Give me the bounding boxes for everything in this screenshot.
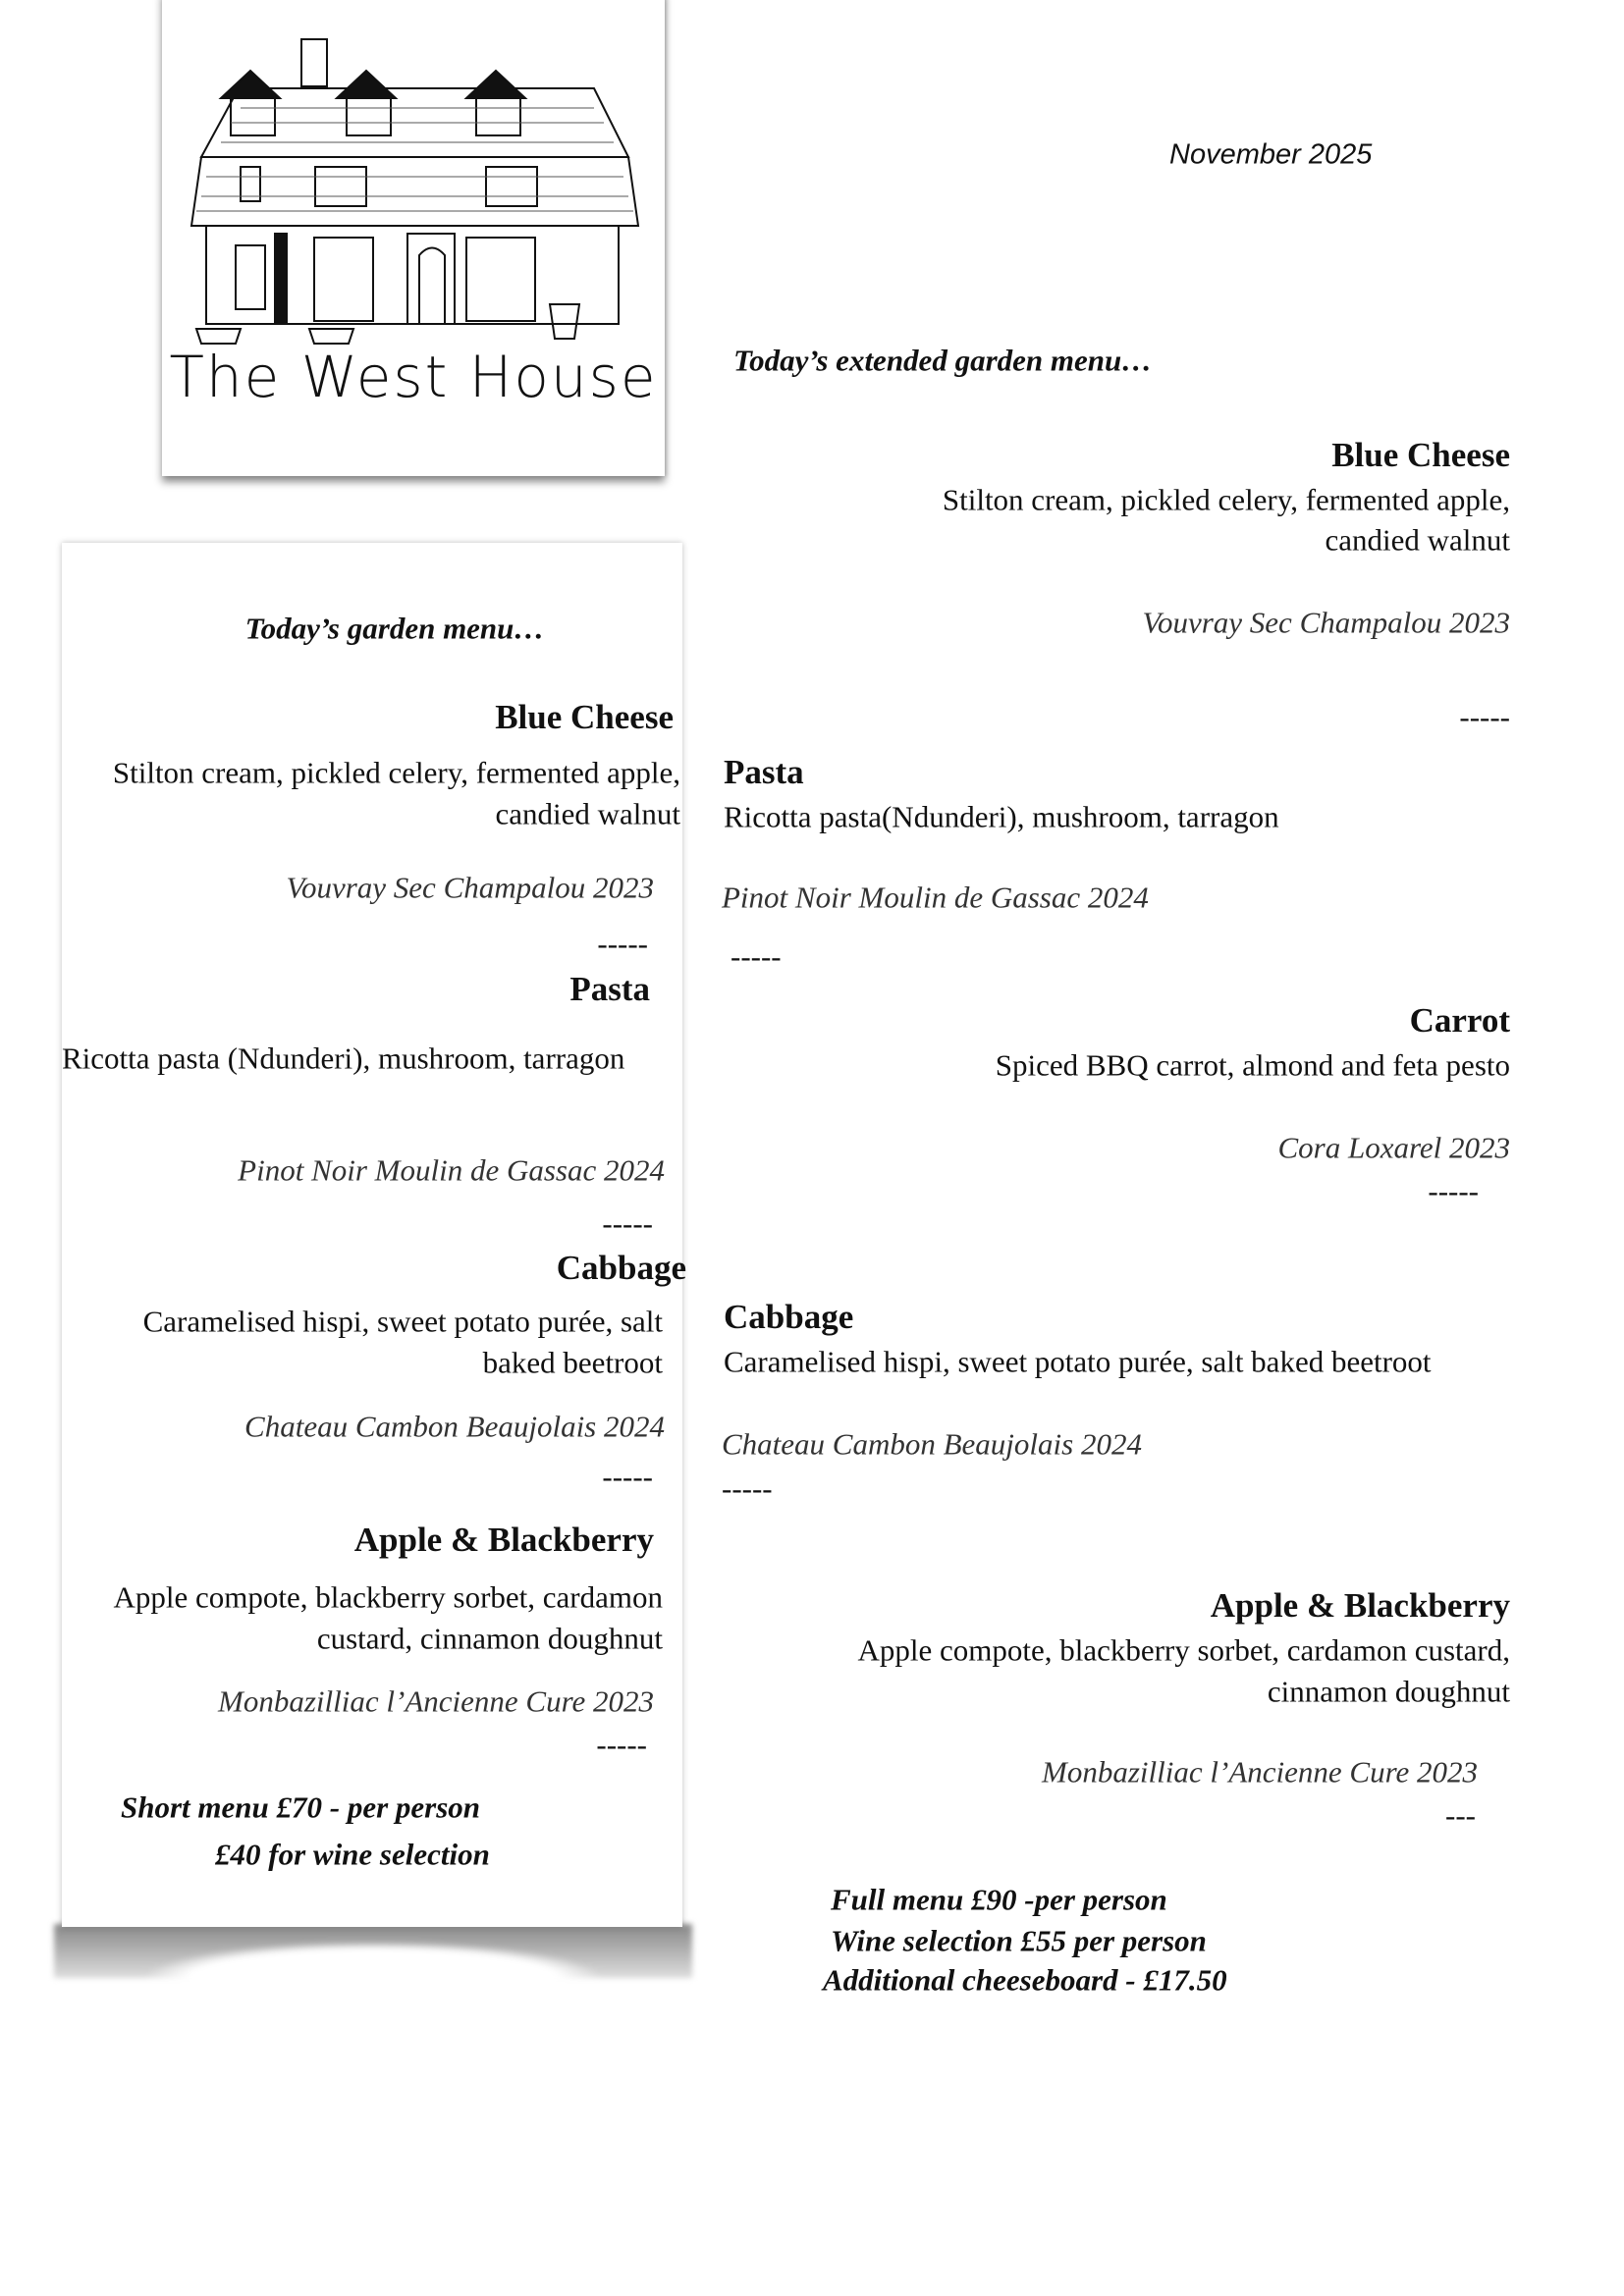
course-name: Cabbage <box>724 1298 854 1336</box>
course-desc: Apple compote, blackberry sorbet, cardamon custard, <box>857 1632 1510 1668</box>
menu-date: November 2025 <box>1169 138 1373 171</box>
wine-pairing: Chateau Cambon Beaujolais 2024 <box>244 1409 665 1444</box>
course-desc: Stilton cream, pickled celery, fermented apple, <box>942 482 1510 517</box>
course-desc: Apple compote, blackberry sorbet, cardamon <box>113 1579 663 1615</box>
logo-card <box>162 0 665 476</box>
full-menu-title: Today’s extended garden menu… <box>733 343 1153 378</box>
separator: --- <box>1445 1797 1476 1833</box>
house-illustration <box>162 10 665 363</box>
wine-pairing: Pinot Noir Moulin de Gassac 2024 <box>722 880 1149 915</box>
course-desc: Caramelised hispi, sweet potato purée, salt baked beetroot <box>724 1344 1432 1379</box>
wine-selection-price: Wine selection £55 per person <box>831 1923 1207 1958</box>
course-name: Pasta <box>569 970 650 1008</box>
wine-pairing: Cora Loxarel 2023 <box>1277 1130 1510 1165</box>
course-name: Carrot <box>1409 1001 1510 1040</box>
separator: ----- <box>1428 1173 1479 1208</box>
course-name: Blue Cheese <box>1331 436 1510 474</box>
course-name: Pasta <box>724 753 804 791</box>
wine-pairing: Monbazilliac l’Ancienne Cure 2023 <box>1042 1754 1478 1789</box>
short-menu-title: Today’s garden menu… <box>244 611 545 646</box>
course-name: Blue Cheese <box>495 698 674 736</box>
separator: ----- <box>596 1727 647 1762</box>
short-menu-price: Short menu £70 - per person <box>121 1789 481 1825</box>
course-desc: candied walnut <box>1325 522 1510 558</box>
separator: ----- <box>1459 699 1510 734</box>
separator: ----- <box>597 926 648 961</box>
course-desc: baked beetroot <box>482 1345 663 1380</box>
short-menu-wine-price: £40 for wine selection <box>215 1837 490 1872</box>
wine-pairing: Chateau Cambon Beaujolais 2024 <box>722 1426 1142 1462</box>
course-name: Apple & Blackberry <box>353 1521 654 1559</box>
course-name: Apple & Blackberry <box>1210 1586 1510 1625</box>
separator: ----- <box>731 938 782 974</box>
wine-pairing: Pinot Noir Moulin de Gassac 2024 <box>238 1152 665 1188</box>
wine-pairing: Vouvray Sec Champalou 2023 <box>286 870 654 905</box>
card-shadow <box>54 1924 692 1978</box>
course-desc: custard, cinnamon doughnut <box>316 1621 663 1656</box>
course-desc: Spiced BBQ carrot, almond and feta pesto <box>995 1047 1510 1083</box>
course-desc: Caramelised hispi, sweet potato purée, salt <box>142 1304 663 1339</box>
separator: ----- <box>602 1205 653 1241</box>
full-menu-price: Full menu £90 -per person <box>831 1882 1167 1917</box>
separator: ----- <box>602 1459 653 1494</box>
separator: ----- <box>722 1470 773 1506</box>
course-desc: Stilton cream, pickled celery, fermented apple, <box>112 755 680 790</box>
logo-wordmark: The West House <box>169 344 658 410</box>
course-name: Cabbage <box>556 1249 686 1287</box>
course-desc: Ricotta pasta (Ndunderi), mushroom, tarragon <box>62 1041 625 1076</box>
wine-pairing: Monbazilliac l’Ancienne Cure 2023 <box>218 1683 654 1719</box>
course-desc: Ricotta pasta(Ndunderi), mushroom, tarragon <box>724 799 1279 834</box>
course-desc: cinnamon doughnut <box>1267 1674 1510 1709</box>
cheeseboard-price: Additional cheeseboard - £17.50 <box>823 1962 1227 1998</box>
wine-pairing: Vouvray Sec Champalou 2023 <box>1142 605 1510 640</box>
course-desc: candied walnut <box>495 796 680 831</box>
